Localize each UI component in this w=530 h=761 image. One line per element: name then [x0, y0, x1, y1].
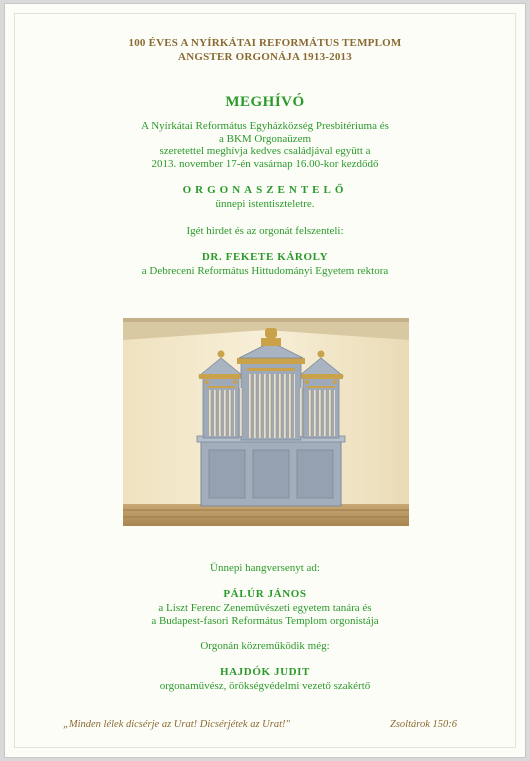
header-line-1: 100 ÉVES A NYÍRKÁTAI REFORMÁTUS TEMPLOM — [128, 37, 402, 49]
footer-reference: Zsoltárok 150:6 — [390, 719, 457, 730]
intro-text — [5, 120, 525, 170]
organ-illustration — [123, 318, 409, 526]
performer1-role — [5, 602, 525, 627]
concert-intro: Ünnepi hangversenyt ad: — [210, 562, 320, 574]
organ-photo — [123, 318, 409, 526]
performer2-name: HAJDÓK JUDIT — [219, 666, 310, 678]
intro-line-1: A Nyírkátai Református Egyházközség Presbitériuma és — [141, 120, 389, 132]
intro-line-4: 2013. november 17-én vasárnap 16.00-kor kezdődő — [151, 157, 379, 170]
performer2-role: orgonaművész, örökségvédelmi vezető szakértő — [159, 680, 371, 692]
preach-intro: Igét hirdet és az orgonát felszenteli: — [186, 225, 344, 237]
header — [5, 36, 525, 64]
performer1-role-line-1: a Liszt Ferenc Zeneművészeti egyetem tanára és — [158, 602, 372, 614]
preacher-role: a Debreceni Református Hittudományi Egyetem rektora — [141, 265, 389, 277]
invitation-page — [4, 3, 526, 758]
invitation-title: MEGHÍVÓ — [225, 94, 305, 110]
event-subtitle: ünnepi istentiszteletre. — [215, 198, 315, 210]
footer-quote: „Minden lélek dicsérje az Urat! Dicsérjétek az Urat!" — [63, 719, 290, 730]
performer1-name: PÁLÚR JÁNOS — [223, 588, 307, 600]
header-line-2: ANGSTER ORGONÁJA 1913-2013 — [178, 51, 352, 63]
event-name: ORGONASZENTELŐ — [182, 184, 348, 196]
intro-line-2: a BKM Orgonaüzem — [218, 132, 312, 145]
contrib-intro: Orgonán közreműködik még: — [200, 640, 330, 652]
performer1-role-line-2: a Budapest-fasori Református Templom orgonistája — [151, 614, 379, 627]
preacher-name: DR. FEKETE KÁROLY — [201, 251, 329, 263]
intro-line-3: szeretettel meghívja kedves családjával együtt a — [159, 145, 371, 157]
